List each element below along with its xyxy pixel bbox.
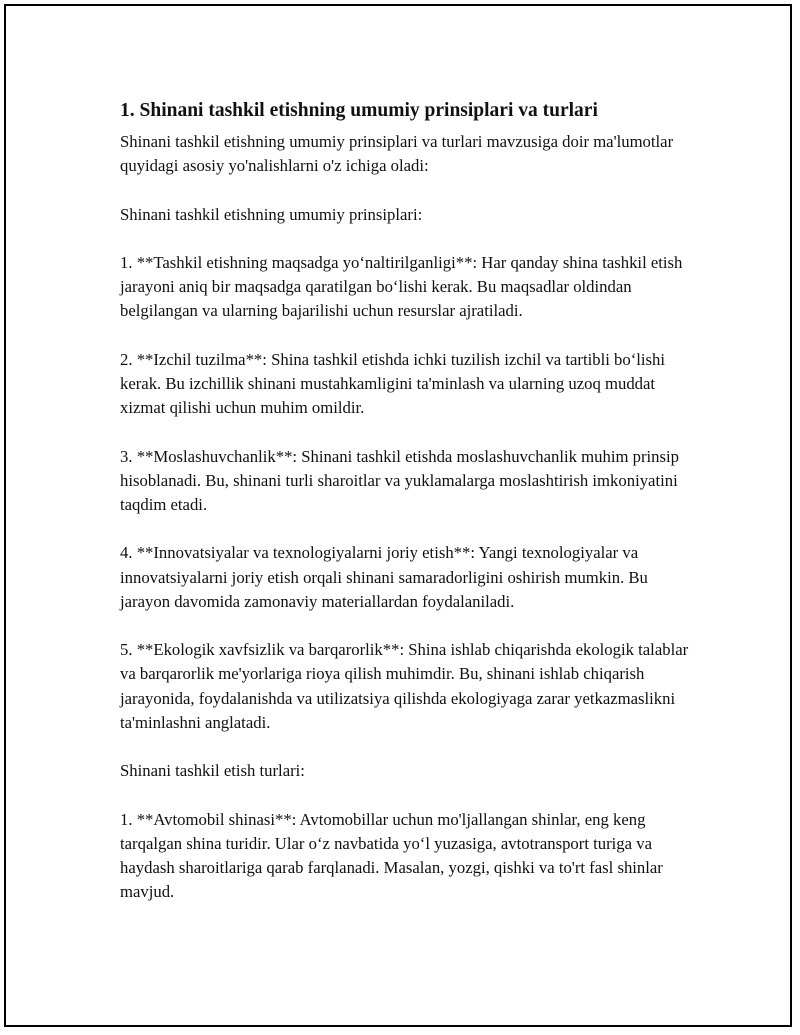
- principle-item-5: 5. **Ekologik xavfsizlik va barqarorlik**: Shina ishlab chiqarishda ekologik talablar va barqarorlik me'yorlariga rioya qilish muhimdir. Bu, shinani ishlab chiqarish jarayonida, foydalanishda va utilizatsiya qilishda ekologiyaga zarar yetkazmaslikni ta'minlashni anglatadi.: [120, 640, 689, 732]
- principle-item-3: 3. **Moslashuvchanlik**: Shinani tashkil etishda moslashuvchanlik muhim prinsip hisoblanadi. Bu, shinani turli sharoitlar va yuklamalarga moslashtirish imkoniyatini taqdim etadi.: [120, 446, 679, 514]
- type-item-1: 1. **Avtomobil shinasi**: Avtomobillar uchun mo'ljallangan shinlar, eng keng tarqalgan shina turidir. Ular o‘z navbatida yo‘l yuzasiga, avtotransport turiga va haydash sharoitlariga qarab farqlanadi. Masalan, yozgi, qishki va to'rt fasl shinlar mavjud.: [120, 809, 663, 902]
- types-subheading: Shinani tashkil etish turlari:: [120, 761, 305, 781]
- principle-item-4: 4. **Innovatsiyalar va texnologiyalarni joriy etish**: Yangi texnologiyalar va innovatsiyalarni joriy etish orqali shinani samaradorligini oshirish mumkin. Bu jarayon davomida zamonaviy materiallardan foydalaniladi.: [120, 543, 648, 611]
- principle-item-2: 2. **Izchil tuzilma**: Shina tashkil etishda ichki tuzilish izchil va tartibli bo‘lishi kerak. Bu izchillik shinani mustahkamligini ta'minlash va ularning uzoq muddat xizmat qilishi uchun muhim omildir.: [120, 349, 666, 418]
- document-content: [120, 98, 695, 929]
- intro-paragraph: Shinani tashkil etishning umumiy prinsiplari va turlari mavzusiga doir ma'lumotlar quyidagi asosiy yo'nalishlarni o'z ichiga oladi:: [120, 132, 674, 176]
- document-page: [4, 4, 792, 1027]
- principles-subheading: Shinani tashkil etishning umumiy prinsiplari:: [120, 204, 423, 224]
- section-heading: 1. Shinani tashkil etishning umumiy prinsiplari va turlari: [120, 100, 598, 121]
- principle-item-1: 1. **Tashkil etishning maqsadga yo‘naltirilganligi**: Har qanday shina tashkil etish jarayoni aniq bir maqsadga qaratilgan bo‘lishi kerak. Bu maqsadlar oldindan belgilangan va ularning bajarilishi uchun resurslar ajratiladi.: [120, 252, 683, 321]
